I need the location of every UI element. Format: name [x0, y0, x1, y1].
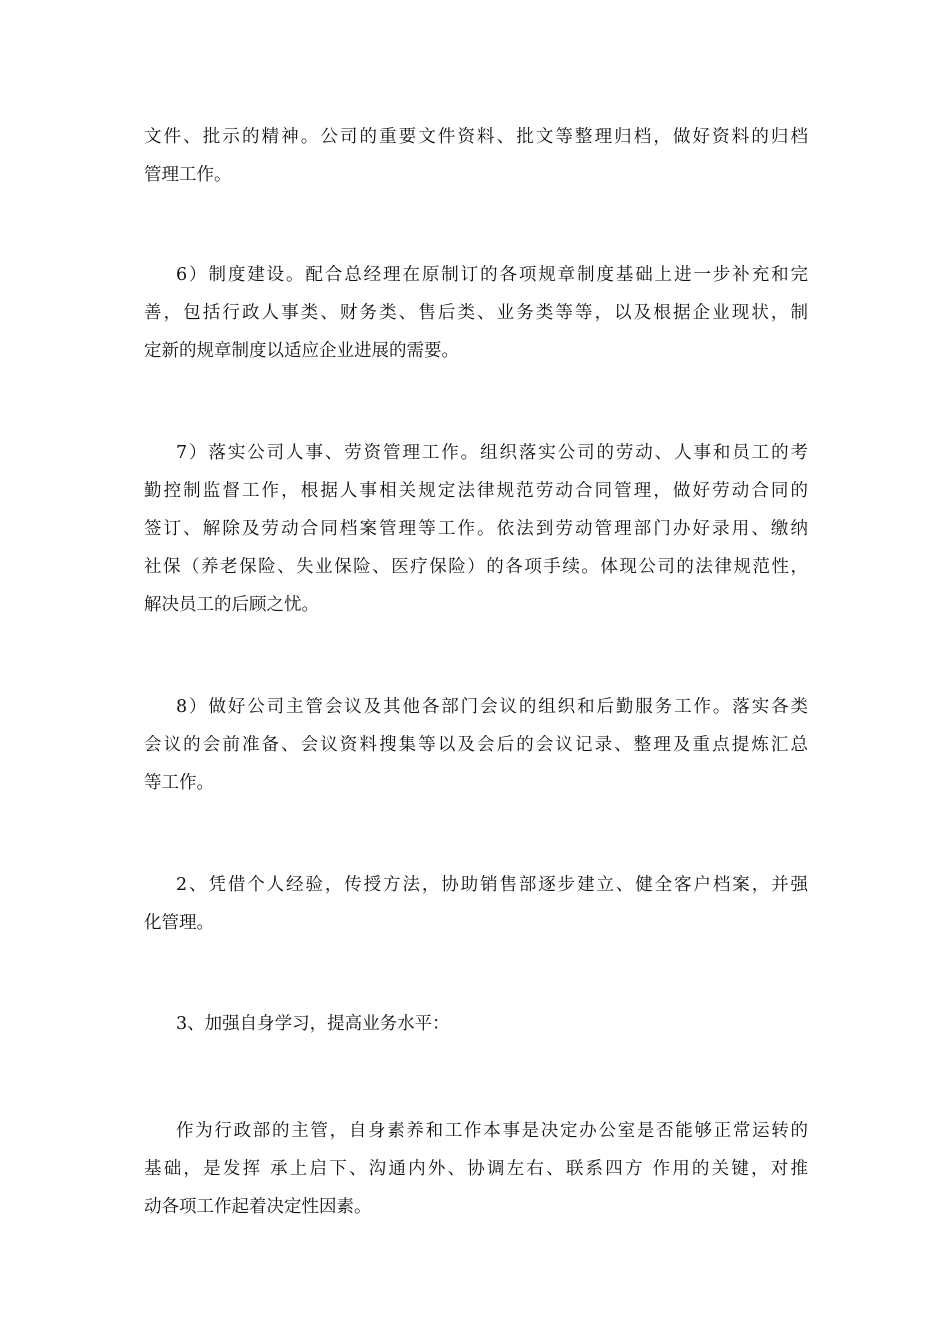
text-line: 基础，是发挥 承上启下、沟通内外、协调左右、联系四方 作用的关键，对推	[144, 1159, 808, 1179]
text-line: 文件、批示的精神。公司的重要文件资料、批文等整理归档，做好资料的归档	[144, 127, 808, 147]
paragraph-item-8	[144, 688, 808, 802]
text-line: 7）落实公司人事、劳资管理工作。组织落实公司的劳动、人事和员工的考	[176, 443, 808, 463]
text-line: 2、凭借个人经验，传授方法，协助销售部逐步建立、健全客户档案，并强	[176, 875, 808, 895]
text-line: 善，包括行政人事类、财务类、售后类、业务类等等，以及根据企业现状，制	[144, 303, 808, 323]
text-line: 3、加强自身学习，提高业务水平：	[176, 1014, 450, 1034]
text-line: 化管理。	[144, 913, 214, 933]
paragraph-item-6	[144, 256, 808, 370]
text-line: 签订、解除及劳动合同档案管理等工作。依法到劳动管理部门办好录用、缴纳	[144, 519, 808, 539]
paragraph-archiving	[144, 118, 808, 194]
text-line: 作为行政部的主管，自身素养和工作本事是决定办公室是否能够正常运转的	[176, 1121, 808, 1141]
text-line: 会议的会前准备、会议资料搜集等以及会后的会议记录、整理及重点提炼汇总	[144, 735, 808, 755]
paragraph-section-3-heading	[144, 1005, 808, 1043]
paragraph-section-2	[144, 866, 808, 942]
text-line: 8）做好公司主管会议及其他各部门会议的组织和后勤服务工作。落实各类	[176, 697, 808, 717]
text-line: 动各项工作起着决定性因素。	[144, 1197, 372, 1217]
text-line: 定新的规章制度以适应企业进展的需要。	[144, 341, 459, 361]
text-line: 6）制度建设。配合总经理在原制订的各项规章制度基础上进一步补充和完	[176, 265, 808, 285]
text-line: 等工作。	[144, 773, 214, 793]
text-line: 社保（养老保险、失业保险、医疗保险）的各项手续。体现公司的法律规范性，	[144, 557, 808, 577]
paragraph-item-7	[144, 434, 808, 624]
text-line: 管理工作。	[144, 165, 232, 185]
text-line: 勤控制监督工作，根据人事相关规定法律规范劳动合同管理，做好劳动合同的	[144, 481, 808, 501]
paragraph-supervisor-role	[144, 1112, 808, 1226]
text-line: 解决员工的后顾之忧。	[144, 595, 319, 615]
